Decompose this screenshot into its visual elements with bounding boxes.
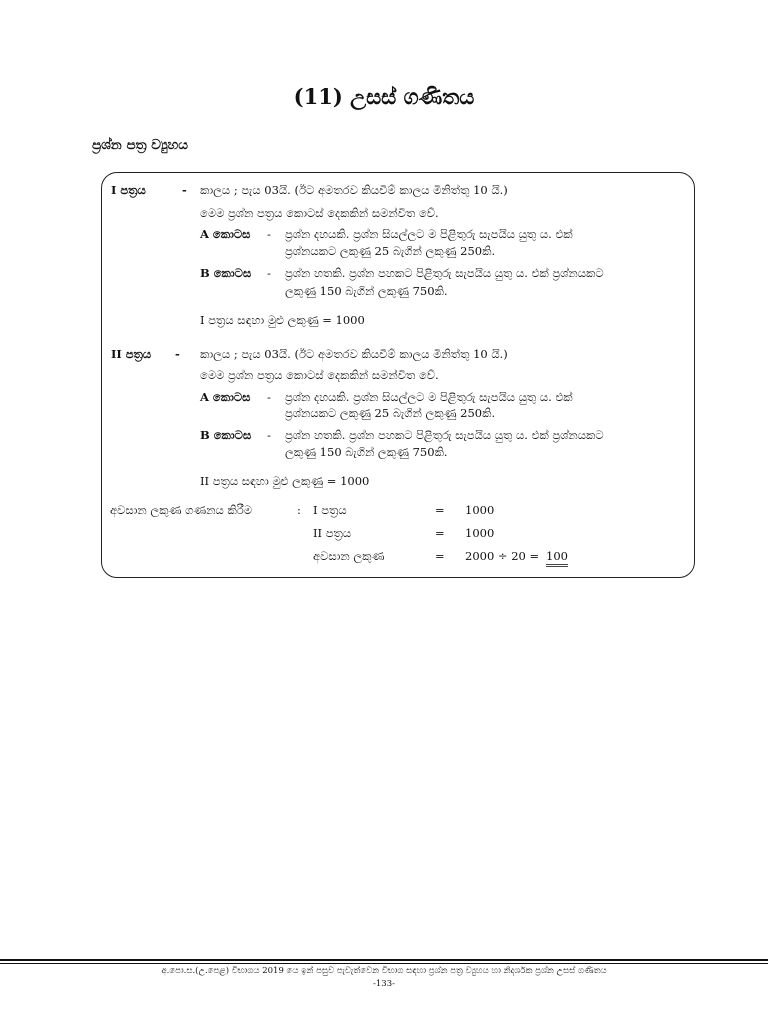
final-row3-expr: 2000 ÷ 20 = bbox=[465, 549, 540, 563]
paper1-partA-label: A කොටස bbox=[200, 227, 251, 241]
final-row1-name: I පත්‍රය bbox=[313, 503, 347, 517]
paper2-duration: කාලය ; පැය 03යි. (ඊට අමතරව කියවීම් කාලය මිනිත්තු 10 යි.) bbox=[200, 347, 508, 361]
final-label: අවසාන ලකුණ ගණනය කිරීම bbox=[110, 503, 253, 517]
paper2-dash: - bbox=[175, 347, 180, 361]
paper1-partB-line2: ලකුණු 150 බැගින් ලකුණු 750කි. bbox=[285, 284, 448, 298]
final-row3-eq: = bbox=[435, 549, 445, 563]
paper2-partA-line1: ප්‍රශ්න දහයකි. ප්‍රශ්න සියල්ලට ම පිළිතුරු සැපයිය යුතු ය. එක් bbox=[285, 390, 573, 404]
paper2-partA-line2: ප්‍රශ්නයකට ලකුණු 25 බැගින් ලකුණු 250කි. bbox=[285, 406, 496, 420]
paper1-partA-dash: - bbox=[267, 227, 271, 241]
footer-text: අ.පො.ස.(උ.පෙළ) විභාගය 2019 යෙ ඉන් පසුව පැවැත්වෙන විභාග සඳහා ප්‍රශ්න පත්‍ර ව්‍යුහය හා නිදර්ශක ප්‍රශ්න උසස් ගණිතය bbox=[161, 966, 607, 976]
final-colon: : bbox=[297, 503, 301, 517]
paper1-partA-line1: ප්‍රශ්න දහයකි. ප්‍රශ්න සියල්ලට ම පිළිතුරු සැපයිය යුතු ය. එක් bbox=[285, 227, 573, 241]
final-score-value: 100 bbox=[546, 549, 568, 567]
paper1-partB-dash: - bbox=[267, 266, 271, 280]
paper2-intro: මෙම ප්‍රශ්න පත්‍රය කොටස් දෙකකින් සමන්විත වේ. bbox=[200, 368, 439, 382]
paper2-total: II පත්‍රය සඳහා මුළු ලකුණු = 1000 bbox=[200, 474, 370, 488]
footer-rule-thin bbox=[0, 963, 768, 964]
paper2-partB-label: B කොටස bbox=[200, 428, 252, 442]
paper1-dash: - bbox=[182, 183, 187, 197]
final-row2-eq: = bbox=[435, 526, 445, 540]
paper1-duration: කාලය ; පැය 03යි. (ඊට අමතරව කියවීම් කාලය මිනිත්තු 10 යි.) bbox=[200, 183, 508, 197]
final-row1-eq: = bbox=[435, 503, 445, 517]
paper1-total: I පත්‍රය සඳහා මුළු ලකුණු = 1000 bbox=[200, 313, 365, 327]
paper1-partA-line2: ප්‍රශ්නයකට ලකුණු 25 බැගින් ලකුණු 250කි. bbox=[285, 244, 496, 258]
section-heading: ප්‍රශ්න පත්‍ර ව්‍යුහය bbox=[92, 137, 189, 153]
paper2-partB-line1: ප්‍රශ්න හතකි. ප්‍රශ්න පහකට පිළිතුරු සැපයිය යුතු ය. එක් ප්‍රශ්නයකට bbox=[285, 428, 604, 442]
final-row2-name: II පත්‍රය bbox=[313, 526, 352, 540]
paper2-partA-label: A කොටස bbox=[200, 390, 251, 404]
paper2-partB-line2: ලකුණු 150 බැගින් ලකුණු 750කි. bbox=[285, 445, 448, 459]
paper1-partB-label: B කොටස bbox=[200, 266, 252, 280]
page-number: -133- bbox=[373, 979, 395, 989]
final-row1-value: 1000 bbox=[465, 503, 495, 517]
final-row3-name: අවසාන ලකුණ bbox=[313, 549, 385, 563]
final-row2-value: 1000 bbox=[465, 526, 495, 540]
paper2-partB-dash: - bbox=[267, 428, 271, 442]
paper1-label: I පත්‍රය bbox=[111, 183, 146, 197]
paper1-partB-line1: ප්‍රශ්න හතකි. ප්‍රශ්න පහකට පිළිතුරු සැපයිය යුතු ය. එක් ප්‍රශ්නයකට bbox=[285, 266, 604, 280]
paper2-partA-dash: - bbox=[267, 390, 271, 404]
paper1-intro: මෙම ප්‍රශ්න පත්‍රය කොටස් දෙකකින් සමන්විත වේ. bbox=[200, 206, 439, 220]
page-title: (11) උසස් ගණිතය bbox=[293, 84, 475, 109]
paper2-label: II පත්‍රය bbox=[111, 347, 152, 361]
footer-rule-thick bbox=[0, 959, 768, 961]
